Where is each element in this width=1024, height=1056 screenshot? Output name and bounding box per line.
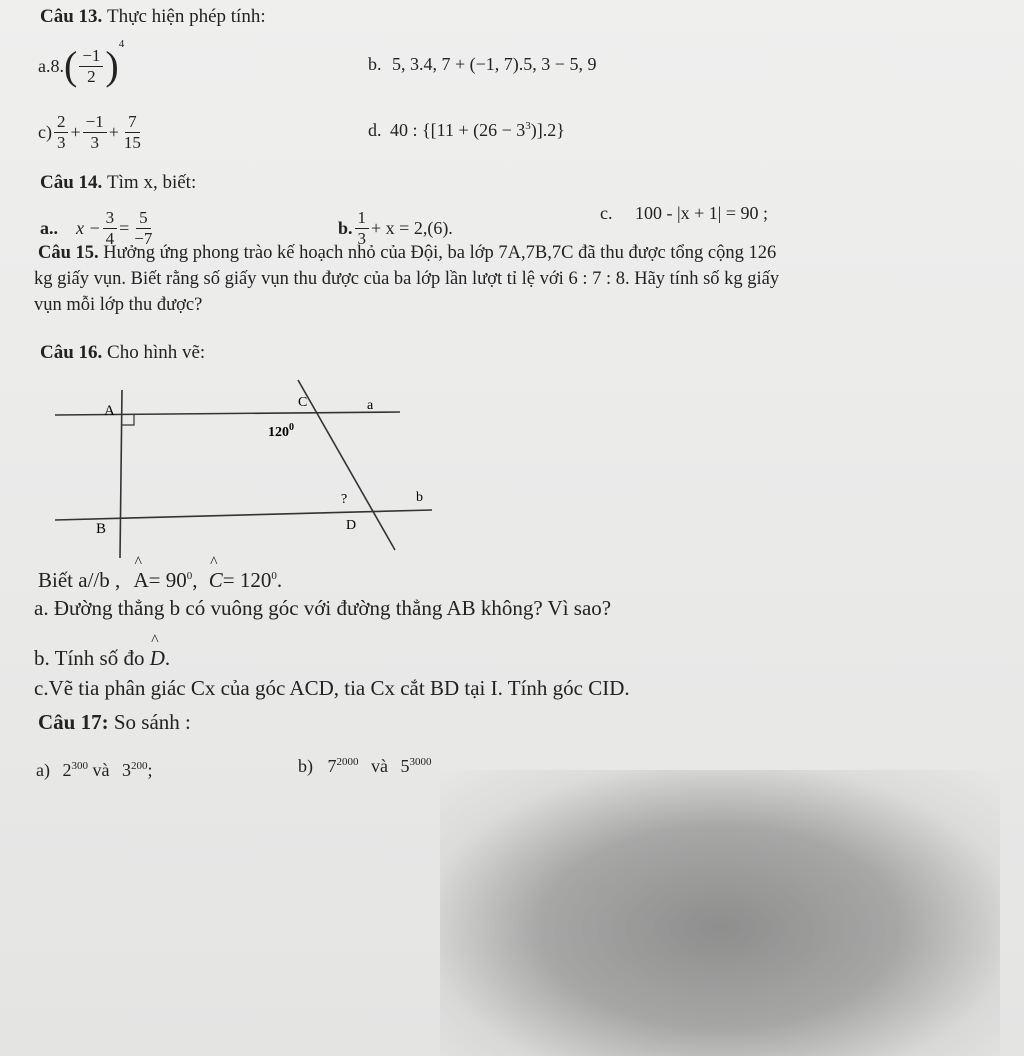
q16-b-pre: b. Tính số đo [34, 646, 145, 670]
q16-part-a: a. Đường thẳng b có vuông góc với đường thẳng AB không? Vì sao? [34, 596, 612, 620]
label-b: b [416, 490, 423, 505]
q17-a-end: ; [147, 760, 153, 780]
q16-b-D: ^ D [150, 646, 165, 671]
q15-title: Câu 15. [38, 243, 99, 263]
q13-c-plus2: + [108, 121, 119, 142]
q14-c [600, 203, 768, 224]
label-C: C [298, 395, 308, 410]
q14-a-f1-num: 3 [103, 208, 118, 229]
angle-C-label: $120^0$ [268, 422, 294, 440]
q13-c-f1-den: 3 [56, 132, 66, 152]
q14-a-eq: = [119, 217, 130, 238]
q17-b-exp2: 3000 [409, 756, 432, 768]
q13-a [38, 36, 124, 96]
q13-c-f2-den: 3 [90, 132, 99, 152]
q14-b-rest: + x = 2,(6). [371, 217, 453, 238]
q16-given-C: ^ C [209, 568, 223, 593]
photo-shadow [440, 770, 1000, 1056]
q13-c-frac1 [54, 112, 69, 153]
q13-a-coef: 8. [50, 55, 64, 76]
q14-c-label: c. [600, 203, 613, 223]
q13-a-rparen: ) [105, 43, 119, 88]
q13-d-expr-pre: 40 : {[11 + (26 − 3 [390, 120, 526, 140]
q17-a-label: a) [36, 760, 50, 780]
q16-given: Biết a//b , ^ $A= 90^0$, ^ $C= 120^0$. [38, 568, 282, 593]
q13-c-f1-num: 2 [54, 112, 69, 133]
q13-c-f3-den: 15 [123, 132, 141, 152]
q13-heading [40, 6, 266, 28]
q14-b-f-den: 3 [357, 228, 367, 248]
q13-d [368, 120, 565, 141]
q13-b-label: b. [368, 54, 382, 74]
q17-b-base1: 7 [327, 756, 337, 776]
q14-heading [40, 172, 196, 194]
q13-c-f3-num: 7 [125, 112, 140, 133]
q13-a-den: 2 [87, 66, 96, 86]
q13-c-frac2 [83, 112, 107, 153]
q17-b-base2: 5 [400, 756, 410, 776]
q14-title: Câu 14. [40, 172, 103, 193]
label-A: A [104, 403, 115, 419]
q15-line3: vụn mỗi lớp thu được? [34, 295, 203, 315]
q16-part-b [34, 646, 170, 671]
q13-d-label: d. [368, 120, 382, 140]
q13-a-label: a. [38, 55, 51, 76]
q17-a-exp2: 200 [130, 760, 148, 772]
q14-a-f1-den: 4 [105, 228, 115, 248]
label-D: D [346, 518, 357, 533]
q13-b-expr: 5, 3.4, 7 + (−1, 7).5, 3 − 5, 9 [392, 54, 597, 74]
right-angle-marker [122, 415, 134, 425]
q14-a-label: a.. [40, 217, 58, 238]
q13-c [38, 102, 146, 162]
q13-a-exp: 4 [118, 38, 125, 50]
q16-deg-1: 0 [186, 570, 193, 582]
q15-line1: Hưởng ứng phong trào kế hoạch nhỏ của Đội, ba lớp 7A,7B,7C đã thu được tổng cộng 126 [103, 243, 777, 263]
q13-c-plus1: + [70, 121, 81, 142]
q14-a-x: x − [76, 217, 101, 238]
q15-paragraph [34, 240, 1018, 318]
q14-b-label: b. [338, 217, 353, 238]
q16-title: Câu 16. [40, 342, 103, 363]
q14-a-f2-den: −7 [134, 228, 153, 248]
q13-c-f2-num: −1 [83, 112, 107, 133]
q17-b-exp1: 2000 [336, 756, 359, 768]
q14-c-expr: 100 - |x + 1| = 90 ; [635, 203, 769, 223]
q13-b [368, 54, 596, 75]
label-a: a [367, 398, 374, 413]
q16-prompt: Cho hình vẽ: [107, 342, 206, 363]
q13-c-frac3 [121, 112, 144, 153]
q16-given-pre: Biết a//b , [38, 568, 121, 592]
q15-line2: kg giấy vụn. Biết rằng số giấy vụn thu được của ba lớp lần lượt tỉ lệ với 6 : 7 : 8. Hãy tính số kg giấy [34, 269, 780, 289]
q13-title: Câu 13. [40, 6, 103, 27]
q17-b-va: và [371, 756, 388, 776]
q16-given-A: ^ A [134, 568, 149, 593]
q17-b-label: b) [298, 756, 313, 776]
q13-d-expr-post: )].2} [530, 120, 565, 140]
geometry-figure [0, 370, 460, 570]
q13-a-num: −1 [79, 46, 103, 67]
q17-a-va: và [92, 760, 110, 780]
q17-prompt: So sánh : [113, 710, 191, 734]
q17-a-exp1: 300 [71, 760, 88, 772]
q17-a [36, 760, 153, 781]
q16-b-post: . [164, 646, 171, 670]
q13-prompt: Thực hiện phép tính: [107, 6, 266, 27]
q17-b [298, 756, 432, 777]
q14-prompt: Tìm x, biết: [107, 172, 197, 193]
unknown-angle-label: ? [341, 492, 348, 507]
q17-title: Câu 17: [38, 710, 109, 734]
q17-a-base2: 3 [121, 760, 131, 780]
q17-heading [38, 710, 191, 735]
label-B: B [96, 521, 107, 537]
q13-a-lparen: ( [64, 43, 78, 88]
q16-given-C-val: = 120 [222, 568, 272, 592]
q13-d-exp: 3 [525, 120, 531, 132]
q16-deg-2: 0 [271, 570, 277, 582]
q17-a-base1: 2 [62, 760, 72, 780]
q16-part-c: c.Vẽ tia phân giác Cx của góc ACD, tia Cx cắt BD tại I. Tính góc CID. [34, 676, 630, 700]
q16-given-A-val: = 90 [148, 568, 187, 592]
q14-b-f-num: 1 [355, 208, 370, 229]
q14-a-f2-num: 5 [136, 208, 151, 229]
q13-a-fraction [79, 46, 103, 87]
q16-heading [40, 342, 205, 364]
q13-c-label: c) [38, 121, 52, 142]
